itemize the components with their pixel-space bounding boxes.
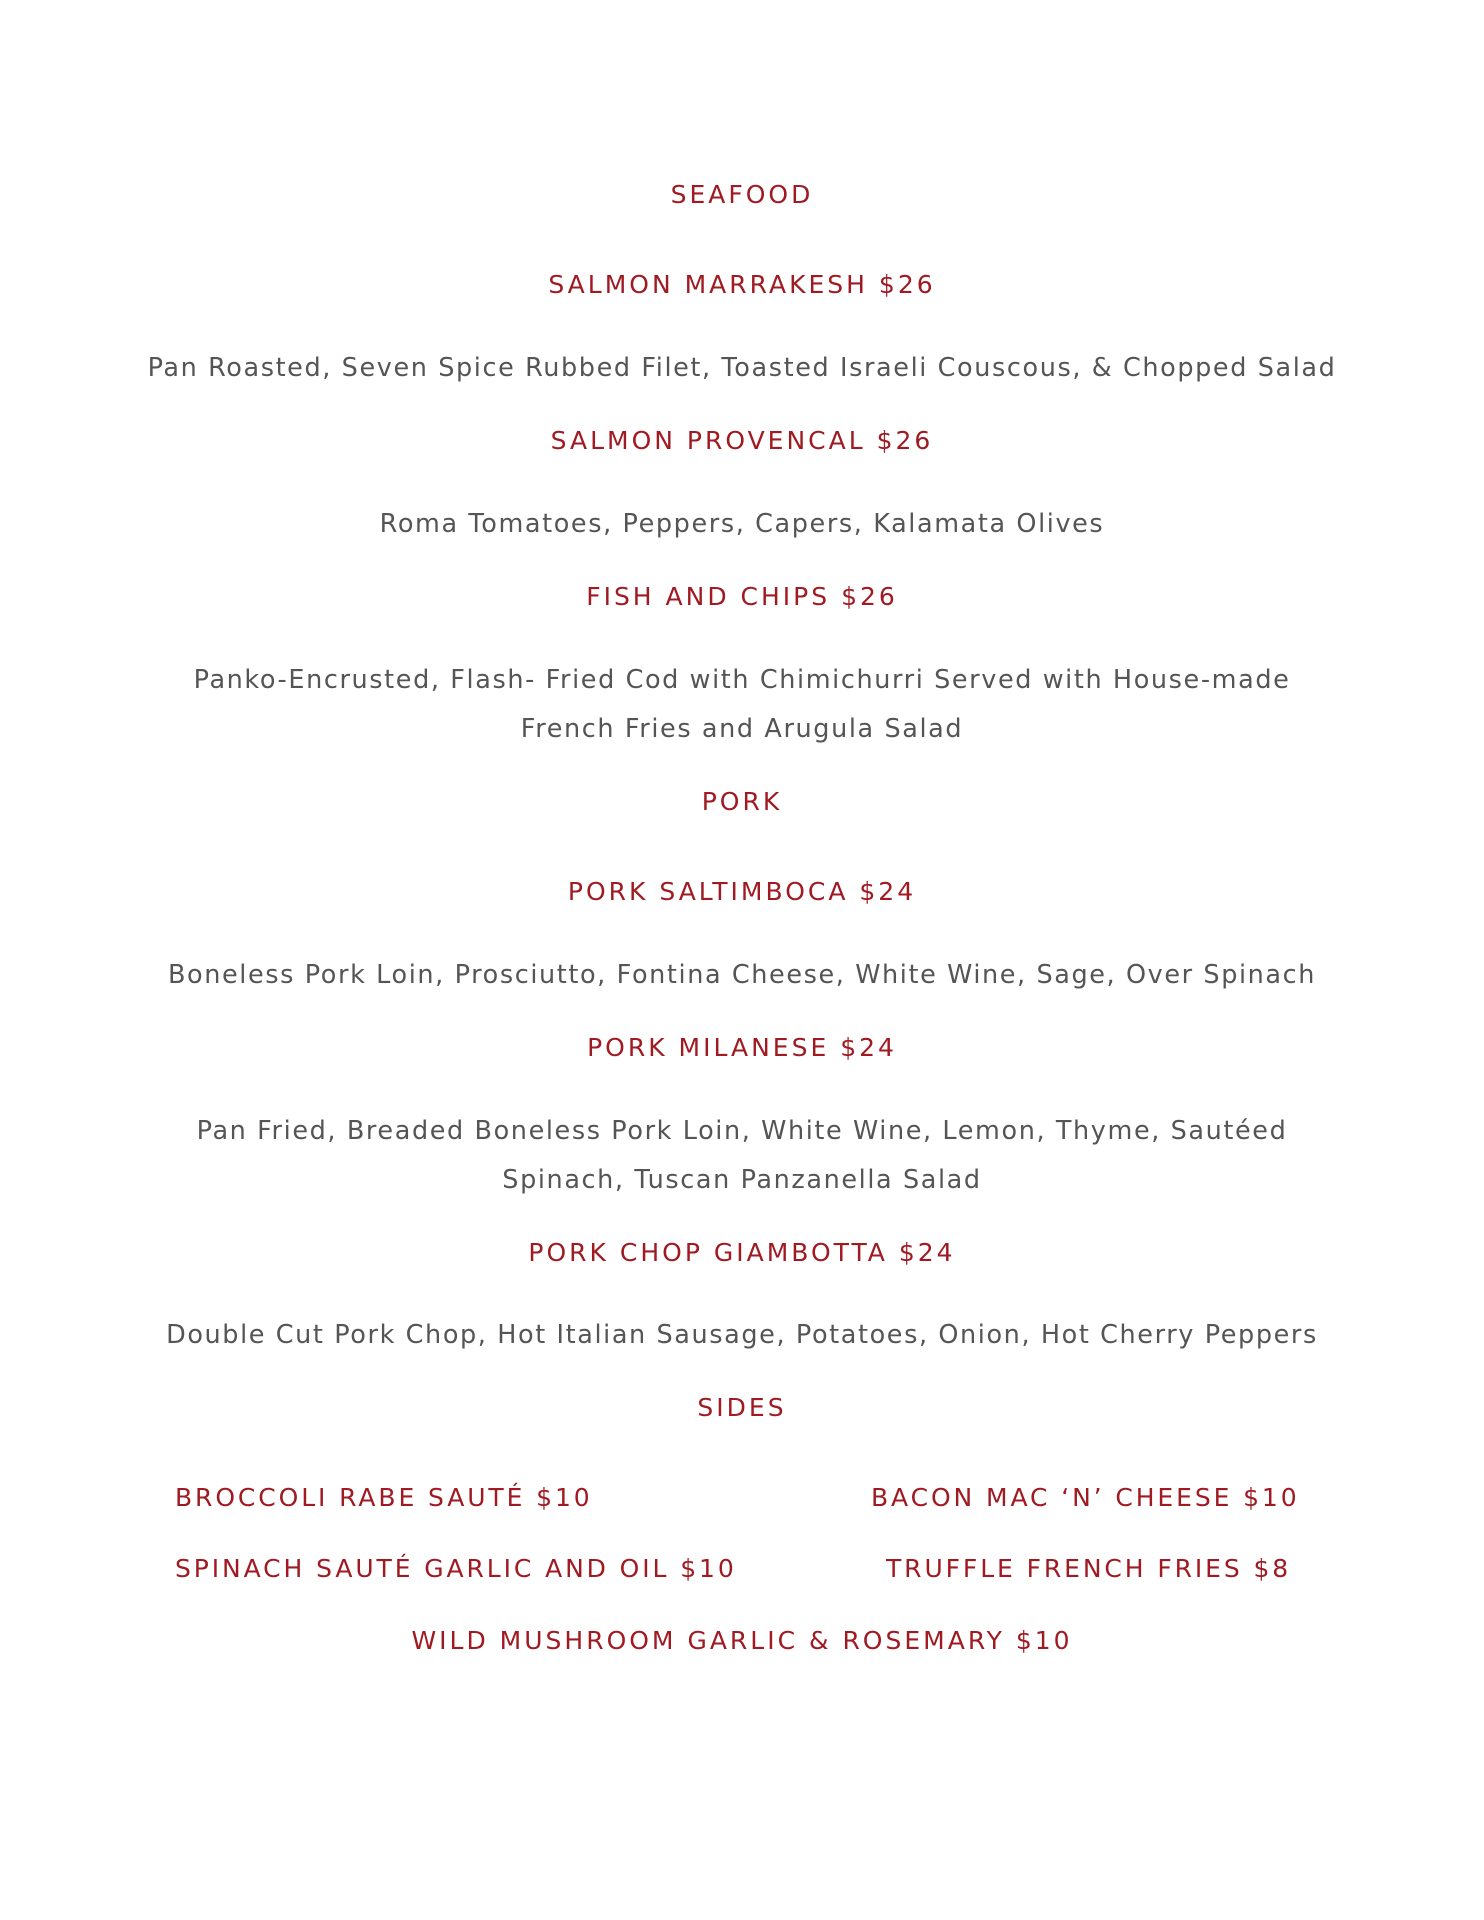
side-item: BACON MAC ‘N’ CHEESE $10 [871,1483,1300,1512]
menu-item-description: Pan Fried, Breaded Boneless Pork Loin, White Wine, Lemon, Thyme, Sautéed [196,1116,1288,1146]
menu-item-name: SALMON MARRAKESH $26 [548,270,936,299]
section-heading-pork: PORK [701,787,783,816]
menu-item-description: French Fries and Arugula Salad [520,714,964,744]
menu-item-name: PORK CHOP GIAMBOTTA $24 [528,1238,956,1267]
menu-item-description: Spinach, Tuscan Panzanella Salad [502,1165,982,1195]
menu-item-name: SALMON PROVENCAL $26 [550,426,934,455]
side-item: WILD MUSHROOM GARLIC & ROSEMARY $10 [411,1626,1073,1655]
menu-item-description: Boneless Pork Loin, Prosciutto, Fontina Cheese, White Wine, Sage, Over Spinach [167,960,1317,990]
side-item: SPINACH SAUTÉ GARLIC AND OIL $10 [175,1554,737,1583]
menu-item-name: PORK SALTIMBOCA $24 [567,877,917,906]
menu-item-description: Pan Roasted, Seven Spice Rubbed Filet, Toasted Israeli Couscous, & Chopped Salad [147,353,1337,383]
section-heading-sides: SIDES [697,1393,787,1422]
side-item: TRUFFLE FRENCH FRIES $8 [886,1554,1292,1583]
side-item: BROCCOLI RABE SAUTÉ $10 [175,1483,593,1512]
section-heading-seafood: SEAFOOD [670,180,814,209]
menu-item-description: Panko-Encrusted, Flash- Fried Cod with Chimichurri Served with House-made [193,665,1291,695]
menu-item-name: PORK MILANESE $24 [587,1033,897,1062]
menu-item-description: Roma Tomatoes, Peppers, Capers, Kalamata Olives [379,509,1105,539]
menu-item-name: FISH AND CHIPS $26 [586,582,898,611]
menu-item-description: Double Cut Pork Chop, Hot Italian Sausage, Potatoes, Onion, Hot Cherry Peppers [166,1320,1318,1350]
